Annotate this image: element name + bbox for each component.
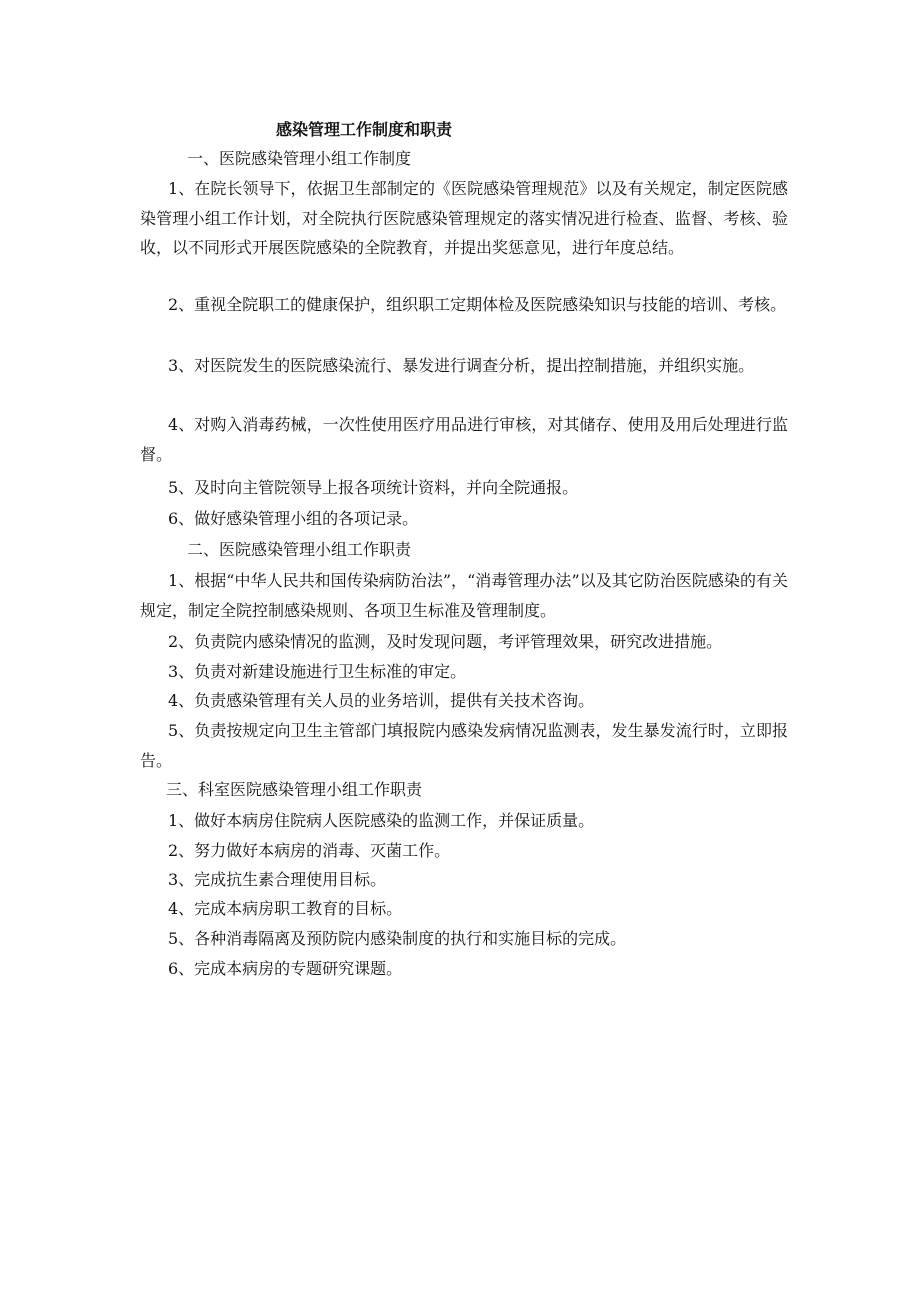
document-title: 感染管理工作制度和职责 xyxy=(276,120,453,139)
section-3-item-1: 1、做好本病房住院病人医院感染的监测工作，并保证质量。 xyxy=(168,811,595,830)
section-3-item-3: 3、完成抗生素合理使用目标。 xyxy=(168,870,387,889)
section-3-item-6: 6、完成本病房的专题研究课题。 xyxy=(168,959,403,978)
section-1-item-5: 5、及时向主管院领导上报各项统计资料，并向全院通报。 xyxy=(168,478,579,497)
section-heading-3: 三、科室医院感染管理小组工作职责 xyxy=(166,780,423,799)
section-heading-1: 一、医院感染管理小组工作制度 xyxy=(187,149,412,168)
section-heading-2: 二、医院感染管理小组工作职责 xyxy=(187,540,412,559)
section-2-item-5: 5、负责按规定向卫生主管部门填报院内感染发病情况监测表，发生暴发流行时，立即报告。 xyxy=(140,721,788,770)
section-3-item-4: 4、完成本病房职工教育的目标。 xyxy=(168,899,403,918)
section-1-item-1: 1、在院长领导下，依据卫生部制定的《医院感染管理规范》以及有关规定，制定医院感染管理小组工作计划，对全院执行医院感染管理规定的落实情况进行检查、监督、考核、验收，以不同形式开展医院感染的全院教育，并提出奖惩意见，进行年度总结。 xyxy=(140,179,788,257)
section-1-item-4: 4、对购入消毒药械，一次性使用医疗用品进行审核，对其储存、使用及用后处理进行监督。 xyxy=(140,415,788,464)
section-1-item-2: 2、重视全院职工的健康保护，组织职工定期体检及医院感染知识与技能的培训、考核。 xyxy=(168,295,787,314)
section-3-item-5: 5、各种消毒隔离及预防院内感染制度的执行和实施目标的完成。 xyxy=(168,929,627,948)
section-1-item-3: 3、对医院发生的医院感染流行、暴发进行调查分析，提出控制措施，并组织实施。 xyxy=(168,356,755,375)
section-1-item-6: 6、做好感染管理小组的各项记录。 xyxy=(168,509,419,528)
section-2-item-2: 2、负责院内感染情况的监测，及时发现问题，考评管理效果，研究改进措施。 xyxy=(168,632,723,651)
section-2-item-3: 3、负责对新建设施进行卫生标准的审定。 xyxy=(168,662,467,681)
section-2-item-4: 4、负责感染管理有关人员的业务培训，提供有关技术咨询。 xyxy=(168,691,595,710)
section-2-item-1: 1、根据“中华人民共和国传染病防治法”，“消毒管理办法”以及其它防治医院感染的有关规定，制定全院控制感染规则、各项卫生标准及管理制度。 xyxy=(140,571,788,620)
section-3-item-2: 2、努力做好本病房的消毒、灭菌工作。 xyxy=(168,841,451,860)
